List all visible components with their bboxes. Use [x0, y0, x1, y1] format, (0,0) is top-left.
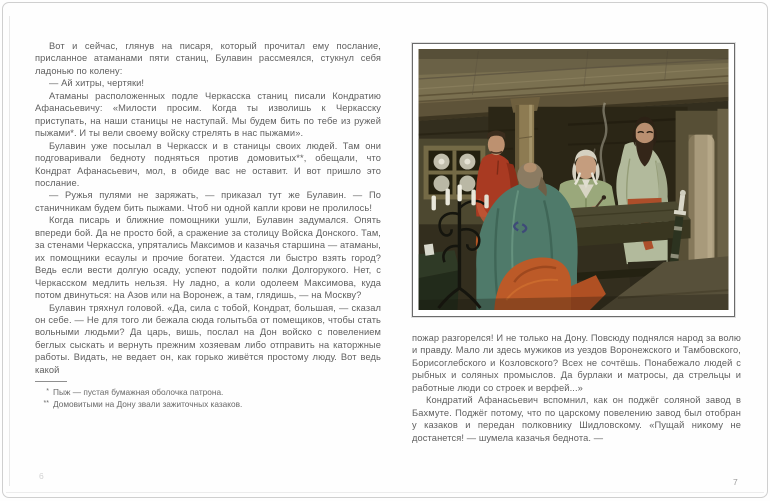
footnote-text: Пыж — пустая бумажная оболочка патрона.: [53, 387, 224, 398]
book-bottom-edge: [6, 492, 764, 493]
left-page-text: [35, 40, 381, 376]
footnote-rule: [35, 381, 67, 382]
page-number-right: 7: [733, 477, 738, 487]
paragraph: Атаманы расположенных подле Черкасска станиц писали Кондратию Афанасьевичу: «Милости просим. Когда ты изволишь к Черкасску приступать, на наши станицы не наступай. Мы будем бить по тебе из ружей пыжами*. И ты вели своему войску стрелять в нас пыжами».: [35, 90, 381, 139]
right-page: [412, 43, 742, 444]
paragraph: Булавин тряхнул головой. «Да, сила с тобой, Кондрат, большая, — сказал он себе. — Не для того ли бежала сюда голытьба от помещиков, чтобы стать вольными людьми? Да царь, вишь, послал на Дон войско с повелением беглых сыскать и вернуть прежним хозяевам либо отправить на каторжные работы. Видать, не ведает он, как горько живётся простому люду. Вот ведь какой: [35, 302, 381, 375]
paragraph: Булавин уже посылал в Черкасск и в станицы своих людей. Там они подговаривали бедноту подняться против домовитых**, обещали, что Кондрат Афанасьевич, мол, в обиде вас не оставит. И вот пришло это послание.: [35, 140, 381, 188]
footnote: [35, 399, 381, 411]
illustration-cossacks-at-table: [418, 49, 729, 310]
book-page-edge: [9, 16, 10, 486]
paragraph: — Ай хитры, чертяки!: [49, 78, 145, 89]
footnote-text: Домовитыми на Дону звали зажиточных казаков.: [53, 398, 243, 409]
right-page-text: [412, 332, 741, 444]
left-page: [35, 40, 381, 410]
paragraph: Вот и сейчас, глянув на писаря, который прочитал ему послание, присланное атаманами пяти станиц, Булавин рассмеялся, стукнул себя ладонью по колену:: [35, 41, 381, 76]
footnote: [35, 387, 381, 399]
illustration-frame: [412, 43, 735, 317]
paragraph: Когда писарь и ближние помощники ушли, Булавин задумался. Опять впереди бой. Да не просто бой, а сражение за столицу Войска Донского. Там, за стенами Черкасска, упрятались Максимов и казачья старшина — атаманы, их помощники есаулы и прочие богатеи. Удастся ли быстро взять город? Ведь если вести долгую осаду, успеют подойти полки Долгорукого. Нет, с Черкасском медлить нельзя. Ну ладно, а коли одолеем Максимова, куда потом двинуться: на Азов или на Воронеж, а там, глядишь, — на Москву?: [35, 215, 381, 301]
footnote-marker: **: [43, 399, 49, 407]
paragraph: — Ружья пулями не заряжать, — приказал тут же Булавин. — По станичникам будем бить пыжами. Чтоб ни одной капли крови не пролилось!: [35, 190, 381, 213]
footnotes: [35, 381, 381, 410]
footnote-marker: *: [46, 388, 49, 396]
paragraph: пожар разгорелся! И не только на Дону. Повсюду поднялся народ за волю и правду. Мало ли здесь мужиков из уездов Воронежского и Тамбовского, Борисоглебского и Козловского? Всех не сочтёшь. Понабежало людей с рыбных и соляных промыслов. Да бурлаки и матросы, да стрельцы и работные люди со строек и верфей...»: [412, 333, 741, 393]
paragraph: Кондратий Афанасьевич вспомнил, как он поджёг соляной завод в Бахмуте. Поджёг потому, что по царскому повелению завод был отобран у казаков и передан полковнику Шидловскому. «Пущай никому не достанется! — шумела казачья беднота. —: [412, 395, 741, 443]
page-number-left: 6: [39, 471, 44, 481]
